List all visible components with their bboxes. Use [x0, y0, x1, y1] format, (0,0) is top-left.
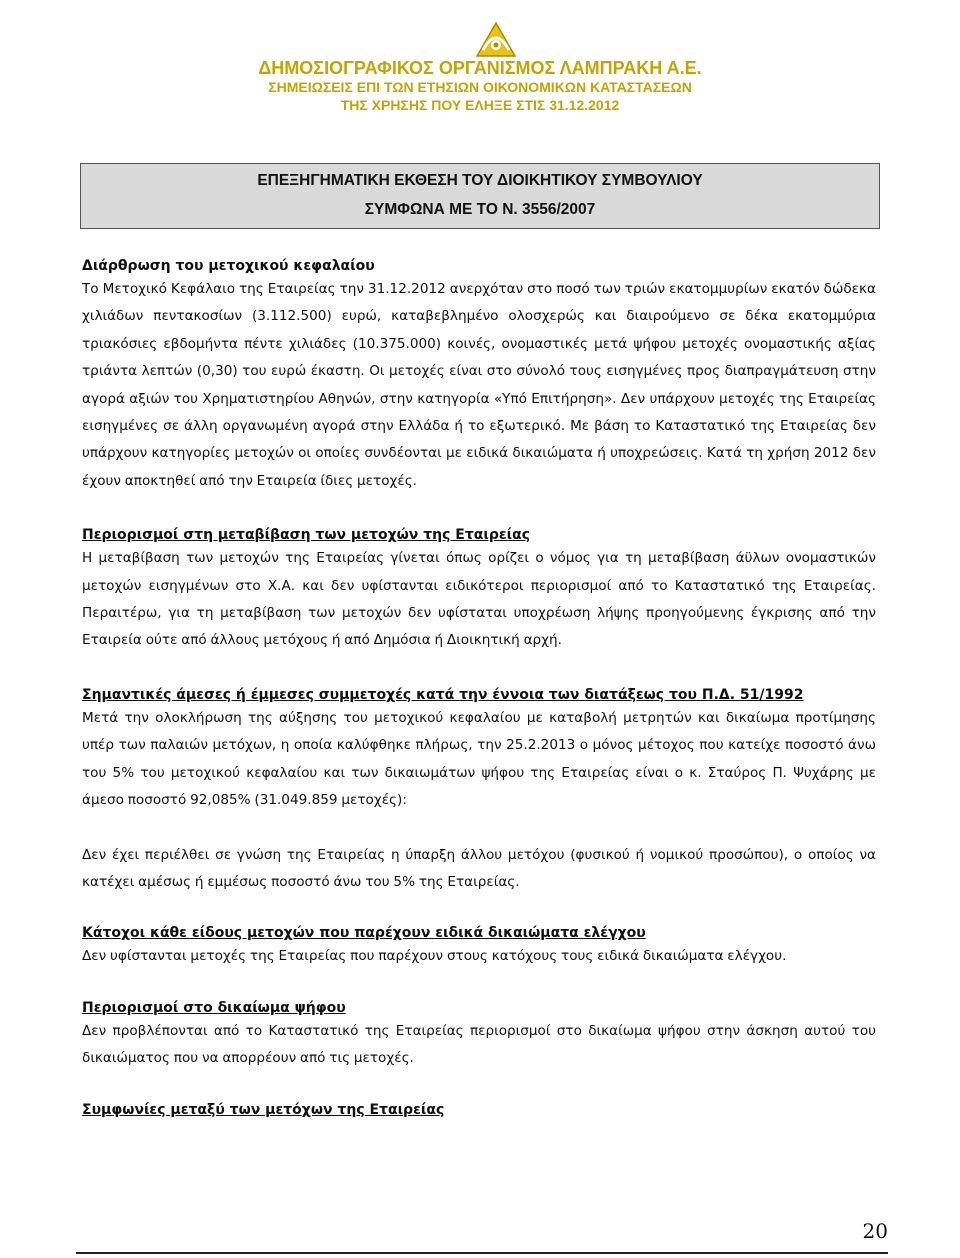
section-heading-capital-structure: Διάρθρωση του μετοχικού κεφαλαίου — [82, 258, 375, 274]
page-number: 20 — [862, 1219, 888, 1243]
header-subtitle-1: ΣΗΜΕΙΩΣΕΙΣ ΕΠΙ ΤΩΝ ΕΤΗΣΙΩΝ ΟΙΚΟΝΟΜΙΚΩΝ ΚΑΤΑΣΤΑΣΕΩΝ — [268, 79, 692, 95]
report-title-line-1: ΕΠΕΞΗΓΗΜΑΤΙΚΗ ΕΚΘΕΣΗ ΤΟΥ ΔΙΟΙΚΗΤΙΚΟΥ ΣΥΜΒΟΥΛΙΟΥ — [257, 172, 703, 189]
section-heading-shareholder-agreements: Συμφωνίες μεταξύ των μετόχων της Εταιρείας — [82, 1101, 445, 1118]
company-name: ΔΗΜΟΣΙΟΓΡΑΦΙΚΟΣ ΟΡΓΑΝΙΣΜΟΣ ΛΑΜΠΡΑΚΗ Α.Ε. — [258, 58, 702, 78]
section-heading-transfer-restrictions: Περιορισμοί στη μεταβίβαση των μετοχών της Εταιρείας — [82, 527, 531, 544]
paragraph-voting-restrictions: Δεν προβλέπονται από το Καταστατικό της Εταιρείας περιορισμοί στο δικαίωμα ψήφου στην άσκηση αυτού του δικαιώματος που να απορρέουν από τις μετοχές. — [82, 1022, 876, 1067]
report-title-box — [80, 163, 880, 229]
report-title-line-2: ΣΥΜΦΩΝΑ ΜΕ ΤΟ Ν. 3556/2007 — [364, 201, 596, 218]
section-heading-special-control-rights: Κάτοχοι κάθε είδους μετοχών που παρέχουν ειδικά δικαιώματα ελέγχου — [82, 925, 646, 942]
paragraph-special-control-rights: Δεν υφίστανται μετοχές της Εταιρείας που παρέχουν στους κατόχους τους ειδικά δικαιώματα ελέγχου. — [82, 948, 787, 965]
paragraph-transfer-restrictions: Η μεταβίβαση των μετοχών της Εταιρείας γίνεται όπως ορίζει ο νόμος για τη μεταβίβαση άϋλων ονομαστικών μετοχών εισηγμένων στο Χ.Α. και δεν υφίστανται ειδικότεροι περιορισμοί από το Καταστατικό της Εταιρείας. Περαιτέρω, για τη μεταβίβαση των μετοχών δεν υφίσταται υποχρέωση λήψης προηγούμενης έγκρισης από την Εταιρεία ούτε από άλλους μετόχους ή από Δημόσια ή Διοικητική αρχή. — [82, 550, 876, 649]
paragraph-significant-holdings: Μετά την ολοκλήρωση της αύξησης του μετοχικού κεφαλαίου με καταβολή μετρητών και δικαίωμα προτίμησης υπέρ των παλαιών μετόχων, η οποία καλύφθηκε πλήρως, την 25.2.2013 ο μόνος μέτοχος που κατείχε ποσοστό άνω του 5% του μετοχικού κεφαλαίου και των δικαιωμάτων ψήφου της Εταιρείας είναι ο κ. Σταύρος Π. Ψυχάρης με άμεσο ποσοστό 92,085% (31.049.859 μετοχές): — [82, 709, 876, 809]
company-logo-icon — [474, 20, 518, 60]
section-heading-significant-holdings: Σημαντικές άμεσες ή έμμεσες συμμετοχές κατά την έννοια των διατάξεως του Π.Δ. 51/1992 — [82, 686, 804, 703]
paragraph-other-shareholders: Δεν έχει περιέλθει σε γνώση της Εταιρείας η ύπαρξη άλλου μετόχου (φυσικού ή νομικού προσώπου), ο οποίος να κατέχει αμέσως ή εμμέσως ποσοστό άνω του 5% της Εταιρείας. — [82, 846, 876, 890]
document-body — [82, 256, 876, 1120]
footer-divider — [76, 1252, 888, 1254]
section-heading-voting-restrictions: Περιορισμοί στο δικαίωμα ψήφου — [82, 999, 346, 1016]
paragraph-capital-structure: Το Μετοχικό Κεφάλαιο της Εταιρείας την 31.12.2012 ανερχόταν στο ποσό των τριών εκατομμυρίων εκατόν δώδεκα χιλιάδων πεντακοσίων (3.112.500) ευρώ, καταβεβλημένο ολοσχερώς και διαιρούμενο σε δέκα εκατομμύρια τριακόσιες εβδομήντα πέντε χιλιάδες (10.375.000) κοινές, ονομαστικές μετά ψήφου μετοχές ονομαστικής αξίας τριάντα λεπτών (0,30) του ευρώ έκαστη. Οι μετοχές είναι στο σύνολό τους εισηγμένες προς διαπραγμάτευση στην αγορά αξιών του Χρηματιστηρίου Αθηνών, στην κατηγορία «Υπό Επιτήρηση». Δεν υπάρχουν μετοχές της Εταιρείας εισηγμένες σε άλλη οργανωμένη αγορά στην Ελλάδα ή το εξωτερικό. Με βάση το Καταστατικό της Εταιρείας δεν υπάρχουν κατηγορίες μετοχών οι οποίες συνδέονται με ειδικά δικαιώματα ή υποχρεώσεις. Κατά τη χρήση 2012 δεν έχουν αποκτηθεί από την Εταιρεία ίδιες μετοχές. — [82, 281, 876, 489]
header-subtitle-2: ΤΗΣ ΧΡΗΣΗΣ ΠΟΥ ΕΛΗΞΕ ΣΤΙΣ 31.12.2012 — [340, 97, 620, 113]
